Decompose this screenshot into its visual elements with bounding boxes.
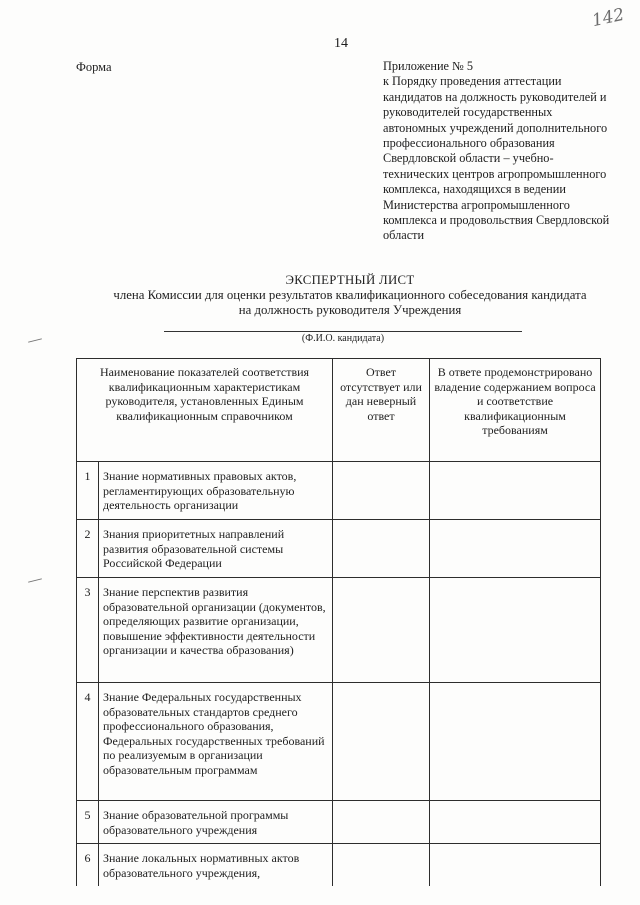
candidate-name-line [164, 331, 522, 332]
row-number: 4 [77, 683, 99, 801]
row-number: 3 [77, 578, 99, 683]
candidate-name-caption: (Ф.И.О. кандидата) [301, 333, 385, 344]
cell-no-answer[interactable] [333, 844, 430, 887]
row-indicator: Знание нормативных правовых актов, регламентирующих образовательную деятельность организации [99, 462, 333, 520]
document-title: ЭКСПЕРТНЫЙ ЛИСТ [285, 273, 415, 287]
table-row [77, 462, 601, 520]
cell-answer-shown[interactable] [430, 578, 601, 683]
table-row [77, 683, 601, 801]
cell-answer-shown[interactable] [430, 844, 601, 887]
margin-mark [28, 338, 42, 342]
cell-no-answer[interactable] [333, 520, 430, 578]
table-row [77, 520, 601, 578]
table-row [77, 578, 601, 683]
cell-no-answer[interactable] [333, 683, 430, 801]
document-subtitle-line2: на должность руководителя Учреждения [238, 303, 462, 317]
appendix-block [383, 59, 618, 244]
row-indicator: Знания приоритетных направлений развития образовательной системы Российской Федерации [99, 520, 333, 578]
table-row [77, 801, 601, 844]
row-indicator: Знание образовательной программы образовательного учреждения [99, 801, 333, 844]
row-indicator: Знание перспектив развития образовательной организации (документов, определяющих развитие организации, повышение эффективности деятельности организации и качества образования) [99, 578, 333, 683]
header-indicator: Наименование показателей соответствия квалификационным характеристикам руководителя, установленных Единым квалификационным справочником [77, 359, 333, 462]
document-heading [60, 273, 640, 318]
document-subtitle-line1: члена Комиссии для оценки результатов квалификационного собеседования кандидата [113, 288, 587, 302]
appendix-text: к Порядку проведения аттестации кандидатов на должность руководителей и руководителей государственных автономных учреждений дополнительного профессионального образования Свердловской области – учебно-технических центров агропромышленного комплекса, находящихся в ведении Министерства агропромышленного комплекса и продовольствия Свердловской области [383, 74, 610, 243]
page-number: 14 [334, 36, 348, 51]
cell-no-answer[interactable] [333, 462, 430, 520]
form-label: Форма [76, 60, 112, 74]
table-row [77, 844, 601, 887]
appendix-title: Приложение № 5 [383, 59, 474, 73]
cell-no-answer[interactable] [333, 578, 430, 683]
expert-evaluation-table [76, 358, 601, 886]
cell-answer-shown[interactable] [430, 520, 601, 578]
margin-mark [28, 578, 42, 582]
cell-answer-shown[interactable] [430, 683, 601, 801]
table-header-row [77, 359, 601, 462]
row-number: 6 [77, 844, 99, 887]
row-number: 1 [77, 462, 99, 520]
row-indicator: Знание Федеральных государственных образовательных стандартов среднего профессионального образования, Федеральных государственных требований по реализуемым в организации образовательным программам [99, 683, 333, 801]
cell-no-answer[interactable] [333, 801, 430, 844]
cell-answer-shown[interactable] [430, 462, 601, 520]
row-number: 5 [77, 801, 99, 844]
row-indicator: Знание локальных нормативных актов образовательного учреждения, [99, 844, 333, 887]
header-no-answer: Ответ отсутствует или дан неверный ответ [333, 359, 430, 462]
header-answer-shown: В ответе продемонстрировано владение содержанием вопроса и соответствие квалификационным требованиям [430, 359, 601, 462]
cell-answer-shown[interactable] [430, 801, 601, 844]
handwritten-page-number: 142 [590, 4, 627, 32]
row-number: 2 [77, 520, 99, 578]
